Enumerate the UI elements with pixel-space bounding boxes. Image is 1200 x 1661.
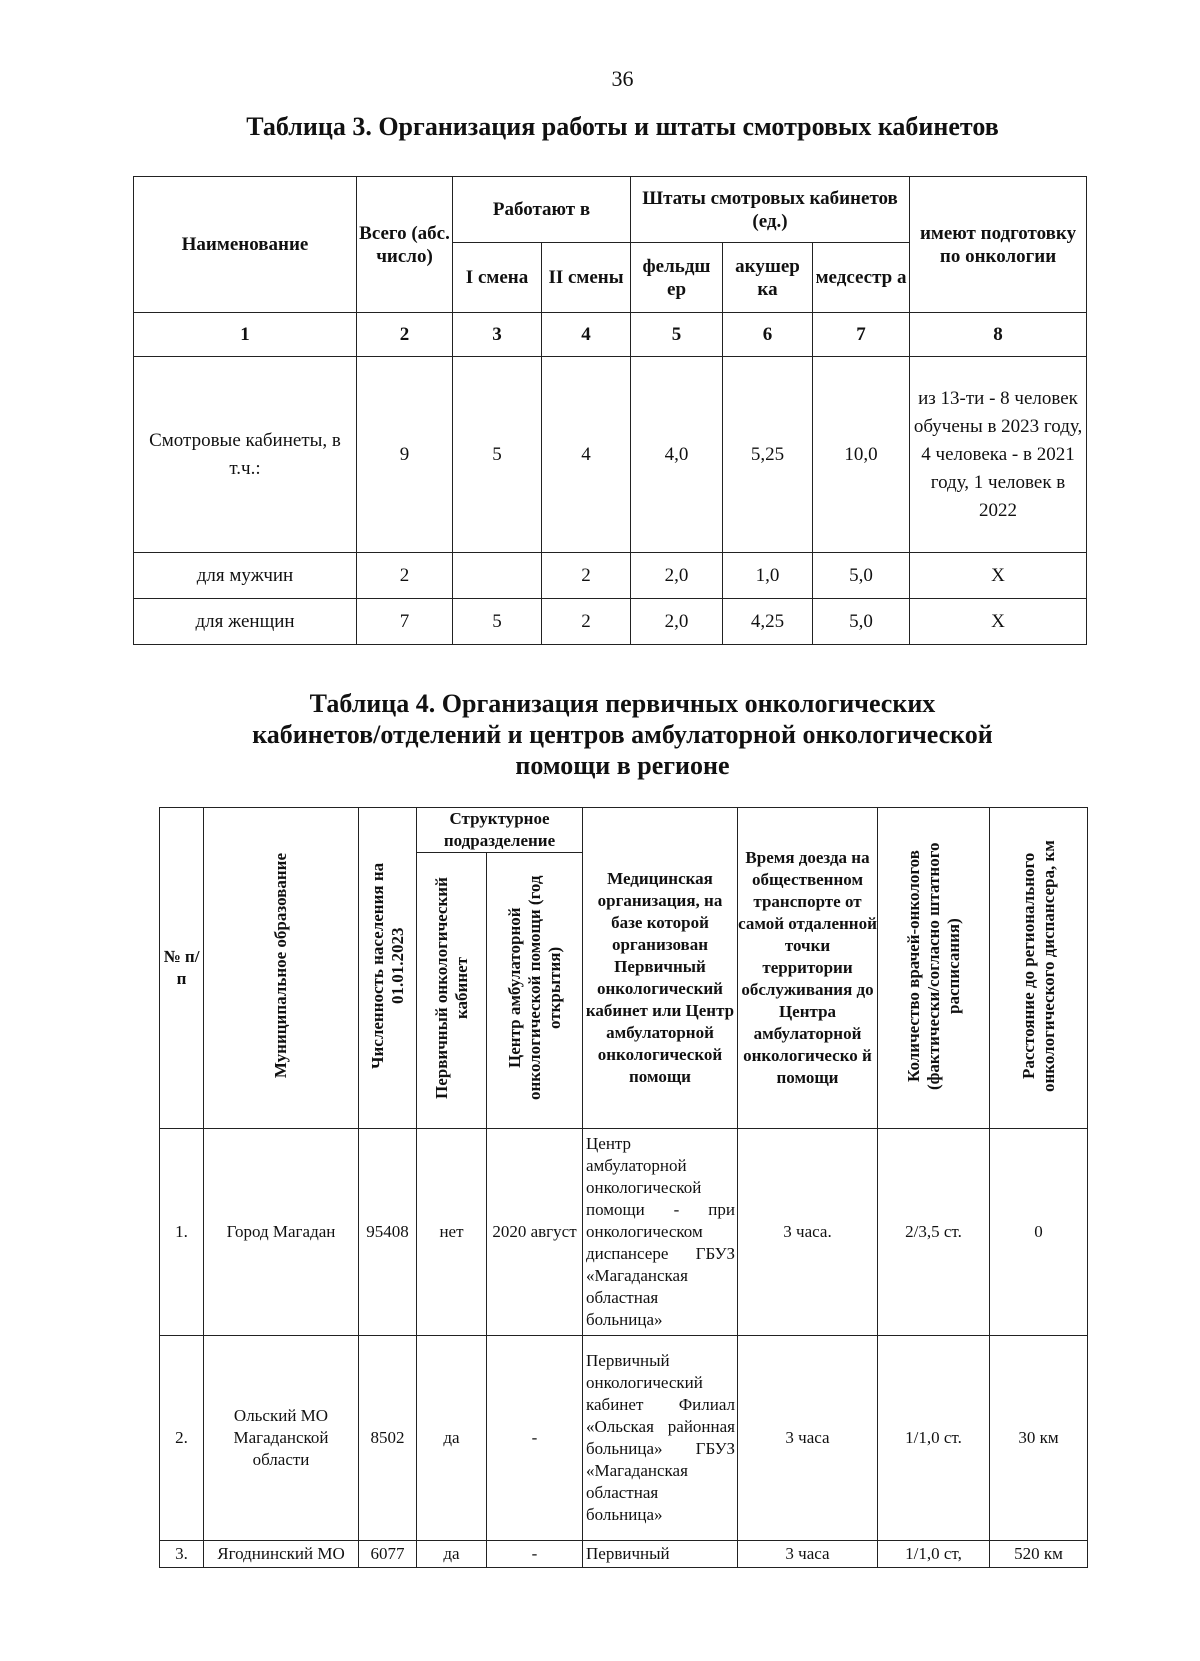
row-num: 2. [160, 1336, 204, 1541]
row-shift1: 5 [453, 599, 542, 645]
row-total: 9 [357, 357, 453, 553]
header-municipality: Муниципальное образование [271, 852, 290, 1079]
col-number: 4 [542, 313, 631, 357]
table-row [134, 599, 1087, 645]
header-shift2: II смены [542, 243, 631, 313]
table4-title-line: кабинетов/отделений и центров амбулаторной онкологической [252, 720, 993, 749]
table-row [134, 357, 1087, 553]
row-municipality: Город Магадан [204, 1129, 359, 1336]
row-municipality: Ольский МО Магаданской области [204, 1336, 359, 1541]
row-medsestra: 10,0 [813, 357, 910, 553]
header-struct: Структурное подразделение [417, 808, 583, 853]
header-staff: Штаты смотровых кабинетов (ед.) [631, 177, 910, 243]
header-feldsher: фельдш ер [631, 243, 723, 313]
col-number: 7 [813, 313, 910, 357]
header-medsestra: медсестр а [813, 243, 910, 313]
row-center: - [487, 1541, 583, 1568]
header-travel-time: Время доезда на общественном транспорте от самой отдаленной точки территории обслуживания до Центра амбулаторной онкологическо й помощи [738, 808, 878, 1129]
row-time: 3 часа [738, 1336, 878, 1541]
header-population-cell [359, 808, 417, 1129]
row-municipality: Ягоднинский МО [204, 1541, 359, 1568]
row-population: 95408 [359, 1129, 417, 1336]
row-feldsher: 4,0 [631, 357, 723, 553]
header-num: № п/п [160, 808, 204, 1129]
row-org: Первичный [583, 1541, 738, 1568]
row-population: 6077 [359, 1541, 417, 1568]
row-feldsher: 2,0 [631, 553, 723, 599]
row-name: для женщин [134, 599, 357, 645]
row-trained: Х [910, 553, 1087, 599]
table4-title-line: Таблица 4. Организация первичных онкологических [309, 689, 936, 718]
table4-title-line: помощи в регионе [515, 751, 730, 780]
row-akusherka: 1,0 [723, 553, 813, 599]
table-row [160, 1541, 1088, 1568]
table-row [160, 1129, 1088, 1336]
row-distance: 30 км [990, 1336, 1088, 1541]
table3-title: Таблица 3. Организация работы и штаты смотровых кабинетов [246, 112, 999, 141]
row-name: для мужчин [134, 553, 357, 599]
row-trained: Х [910, 599, 1087, 645]
row-distance: 520 км [990, 1541, 1088, 1568]
row-feldsher: 2,0 [631, 599, 723, 645]
row-num: 1. [160, 1129, 204, 1336]
header-med-org: Медицинская организация, на базе которой организован Первичный онкологический кабинет или Центр амбулаторной онкологической помощи [583, 808, 738, 1129]
row-primary: да [417, 1336, 487, 1541]
header-doctors-cell [878, 808, 990, 1129]
table4-title [0, 688, 1200, 781]
row-shift2: 4 [542, 357, 631, 553]
row-doctors: 1/1,0 ст, [878, 1541, 990, 1568]
row-doctors: 1/1,0 ст. [878, 1336, 990, 1541]
row-time: 3 часа. [738, 1129, 878, 1336]
header-primary-cell [417, 853, 487, 1129]
row-total: 2 [357, 553, 453, 599]
header-municipality-cell [204, 808, 359, 1129]
col-number: 3 [453, 313, 542, 357]
page-number: 36 [611, 66, 634, 91]
row-trained: из 13-ти - 8 человек обучены в 2023 году, 4 человека - в 2021 году, 1 человек в 2022 [910, 357, 1087, 553]
header-shift1: I смена [453, 243, 542, 313]
row-shift1 [453, 553, 542, 599]
header-center: Центр амбулаторной онкологической помощи (год открытия) [504, 875, 564, 1101]
row-shift2: 2 [542, 553, 631, 599]
row-name: Смотровые кабинеты, в т.ч.: [134, 357, 357, 553]
header-distance: Расстояние до регионального онкологического диспансера, км [1018, 839, 1058, 1092]
col-number: 2 [357, 313, 453, 357]
row-org: Центр амбулаторной онкологической помощи - при онкологическом диспансере ГБУЗ «Магаданская областная больница» [583, 1129, 738, 1336]
row-primary: да [417, 1541, 487, 1568]
row-medsestra: 5,0 [813, 553, 910, 599]
row-time: 3 часа [738, 1541, 878, 1568]
header-akusherka: акушер ка [723, 243, 813, 313]
header-name: Наименование [134, 177, 357, 313]
row-population: 8502 [359, 1336, 417, 1541]
col-number: 6 [723, 313, 813, 357]
row-shift2: 2 [542, 599, 631, 645]
header-doctors: Количество врачей-онкологов (фактически/согласно штатного расписания) [903, 841, 963, 1090]
row-akusherka: 5,25 [723, 357, 813, 553]
row-medsestra: 5,0 [813, 599, 910, 645]
header-center-cell [487, 853, 583, 1129]
header-work-in: Работают в [453, 177, 631, 243]
header-distance-cell [990, 808, 1088, 1129]
row-akusherka: 4,25 [723, 599, 813, 645]
header-population: Численность населения на 01.01.2023 [367, 862, 407, 1069]
row-center: - [487, 1336, 583, 1541]
table-row [160, 1336, 1088, 1541]
row-num: 3. [160, 1541, 204, 1568]
row-org: Первичный онкологический кабинет Филиал «Ольская районная больница» ГБУЗ «Магаданская областная больница» [583, 1336, 738, 1541]
table4 [159, 807, 1088, 1568]
table3 [133, 176, 1087, 645]
row-center: 2020 август [487, 1129, 583, 1336]
header-total: Всего (абс. число) [357, 177, 453, 313]
row-shift1: 5 [453, 357, 542, 553]
col-number: 1 [134, 313, 357, 357]
table-row [134, 553, 1087, 599]
col-number: 5 [631, 313, 723, 357]
row-distance: 0 [990, 1129, 1088, 1336]
column-number-row [134, 313, 1087, 357]
header-primary-cabinet: Первичный онкологический кабинет [431, 877, 471, 1099]
col-number: 8 [910, 313, 1087, 357]
header-trained: имеют подготовку по онкологии [910, 177, 1087, 313]
row-doctors: 2/3,5 ст. [878, 1129, 990, 1336]
row-total: 7 [357, 599, 453, 645]
row-primary: нет [417, 1129, 487, 1336]
